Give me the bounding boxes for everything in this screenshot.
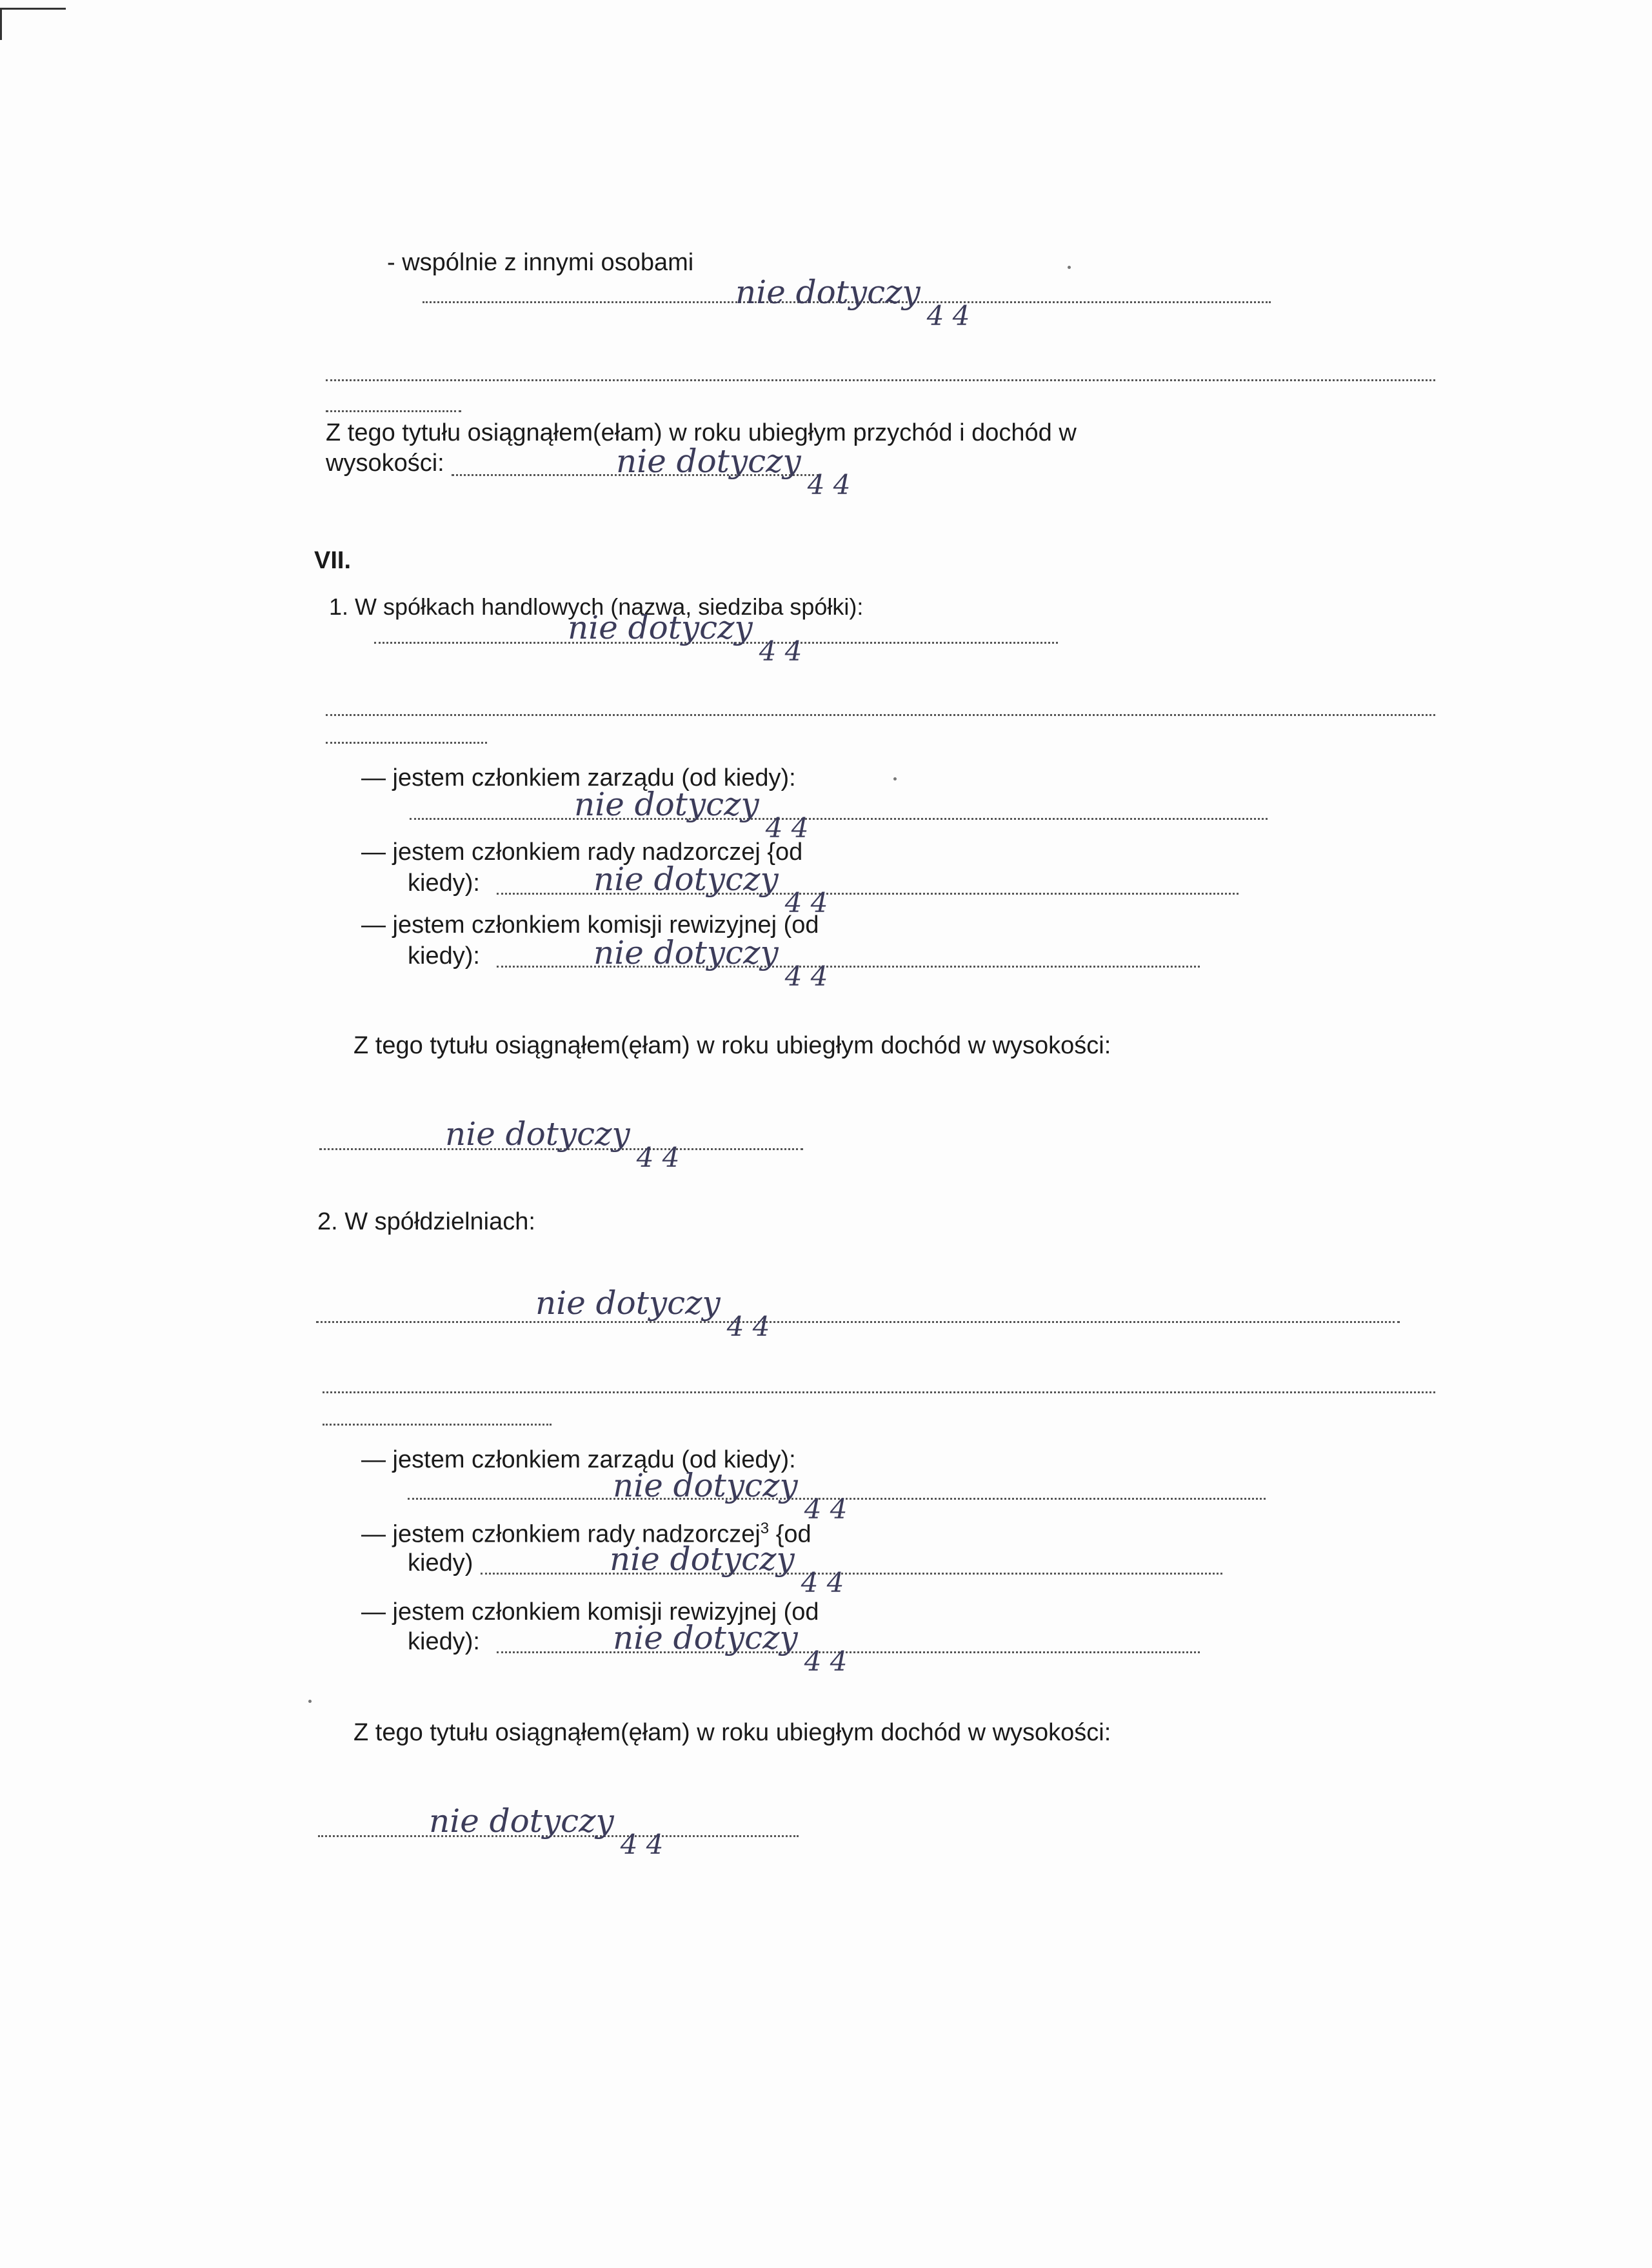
board-dotted-line: [410, 818, 1268, 820]
handwritten-answer: nie dotyczy$_{4 4}$: [429, 1802, 664, 1860]
coop-board-label: — jestem członkiem zarządu (od kiedy):: [361, 1446, 796, 1473]
coop-supervisory-dotted-line: [481, 1573, 1222, 1575]
supervisory-label-1: — jestem członkiem rady nadzorczej {od: [361, 839, 803, 866]
scan-corner-mark: [0, 8, 2, 40]
coop-supervisory-label-1: — jestem członkiem rady nadzorczej$^3$ {od: [361, 1520, 811, 1548]
income-text-line2: wysokości:: [326, 450, 444, 477]
handwritten-answer: nie dotyczy$_{4 4}$: [613, 1467, 848, 1525]
supervisory-label-2: kiedy):: [408, 870, 480, 897]
ink-speck: [1068, 266, 1071, 269]
coop-supervisory-label-2: kiedy): [408, 1549, 473, 1577]
income-label: Z tego tytułu osiągnąłem(ęłam) w roku ubiegłym dochód w wysokości:: [353, 1032, 1111, 1059]
coop-income-label: Z tego tytułu osiągnąłem(ęłam) w roku ubiegłym dochód w wysokości:: [353, 1719, 1111, 1746]
handwritten-answer: nie dotyczy$_{4 4}$: [535, 1284, 770, 1342]
handwritten-answer: nie dotyczy$_{4 4}$: [613, 1619, 848, 1677]
coop-audit-label-1: — jestem członkiem komisji rewizyjnej (od: [361, 1598, 819, 1626]
jointly-label: - wspólnie z innymi osobami: [387, 249, 694, 276]
dotted-line: [326, 714, 1435, 716]
cooperatives-dotted-line: [316, 1321, 1400, 1323]
handwritten-answer: nie dotyczy$_{4 4}$: [574, 786, 809, 844]
audit-label-2: kiedy):: [408, 942, 480, 970]
dotted-line: [326, 742, 487, 744]
income-text-line1: Z tego tytułu osiągnąłem(ełam) w roku ubiegłym przychód i dochód w: [326, 419, 1077, 446]
handwritten-answer: nie dotyczy$_{4 4}$: [445, 1115, 680, 1173]
coop-audit-label-2: kiedy):: [408, 1628, 480, 1655]
dotted-line: [323, 1391, 1435, 1393]
companies-label: 1. W spółkach handlowych (nazwa, siedziba spółki):: [329, 593, 864, 620]
coop-audit-dotted-line: [497, 1651, 1200, 1653]
handwritten-answer: nie dotyczy$_{4 4}$: [593, 934, 828, 992]
handwritten-answer: nie dotyczy$_{4 4}$: [593, 860, 828, 919]
ink-speck: [308, 1700, 312, 1703]
board-label: — jestem członkiem zarządu (od kiedy):: [361, 764, 796, 791]
handwritten-answer: nie dotyczy$_{4 4}$: [616, 443, 851, 501]
handwritten-answer: nie dotyczy$_{4 4}$: [610, 1540, 844, 1598]
scan-corner-mark: [0, 8, 66, 10]
ink-speck: [893, 777, 897, 781]
cooperatives-label: 2. W spółdzielniach:: [317, 1208, 535, 1235]
dotted-line: [326, 410, 461, 412]
handwritten-answer: nie dotyczy$_{4 4}$: [735, 274, 970, 332]
audit-label-1: — jestem członkiem komisji rewizyjnej (od: [361, 911, 819, 939]
section-heading: VII.: [314, 547, 352, 574]
dotted-line: [326, 379, 1435, 381]
dotted-line: [323, 1424, 552, 1426]
handwritten-answer: nie dotyczy$_{4 4}$: [568, 609, 802, 667]
